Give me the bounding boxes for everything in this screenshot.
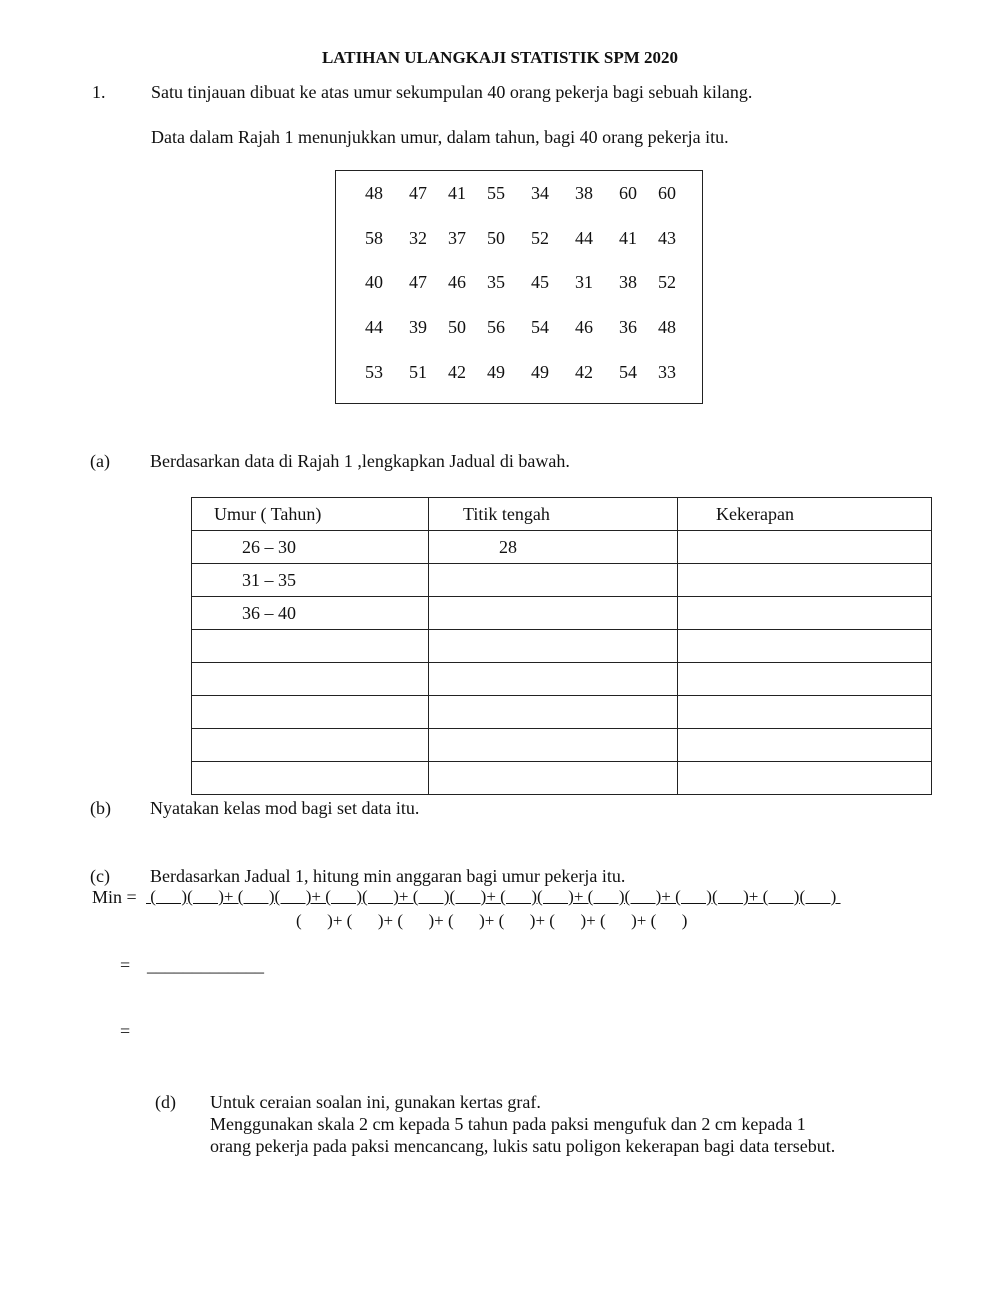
rajah-value: 46 <box>448 272 466 292</box>
rajah-value: 38 <box>575 183 593 203</box>
rajah-value: 48 <box>365 183 383 203</box>
table-blank-cell <box>678 630 932 663</box>
rajah-value: 60 <box>658 183 676 203</box>
part-d-text-line-2: Menggunakan skala 2 cm kepada 5 tahun pada paksi mengufuk dan 2 cm kepada 1 <box>210 1114 806 1134</box>
mean-numerator-blanks: ( )( )+ ( )( )+ ( )( )+ ( )( )+ ( )( )+ ( )( )+ ( )( )+ ( )( ) <box>146 887 841 906</box>
table-blank-cell <box>429 597 678 630</box>
table-cell: 28 <box>429 531 678 564</box>
mean-denominator-blanks: ( )+ ( )+ ( )+ ( )+ ( )+ ( )+ ( )+ ( ) <box>296 911 688 930</box>
table-row <box>192 597 932 630</box>
frequency-table <box>191 497 932 795</box>
rajah-value: 37 <box>448 228 466 248</box>
table-blank-cell <box>429 663 678 696</box>
table-blank-cell <box>192 729 429 762</box>
table-row <box>192 630 932 663</box>
part-c-text: Berdasarkan Jadual 1, hitung min anggaran bagi umur pekerja itu. <box>150 866 626 886</box>
table-cell: 36 – 40 <box>192 597 429 630</box>
rajah-value: 47 <box>409 272 427 292</box>
rajah-value: 49 <box>531 362 549 382</box>
table-cell: 26 – 30 <box>192 531 429 564</box>
equals-sign-1: = <box>120 955 131 975</box>
question-data-description: Data dalam Rajah 1 menunjukkan umur, dalam tahun, bagi 40 orang pekerja itu. <box>151 127 729 147</box>
equals-sign-2: = <box>120 1021 131 1041</box>
rajah-value: 35 <box>487 272 505 292</box>
table-blank-cell <box>678 531 932 564</box>
rajah-value: 45 <box>531 272 549 292</box>
table-header-row <box>192 498 932 531</box>
part-a-text: Berdasarkan data di Rajah 1 ,lengkapkan Jadual di bawah. <box>150 451 570 471</box>
rajah-value: 52 <box>658 272 676 292</box>
rajah-value: 60 <box>619 183 637 203</box>
table-row <box>192 762 932 795</box>
rajah-value: 40 <box>365 272 383 292</box>
rajah-value: 55 <box>487 183 505 203</box>
mean-label: Min = <box>92 887 137 907</box>
rajah-value: 49 <box>487 362 505 382</box>
table-row <box>192 696 932 729</box>
part-b-text: Nyatakan kelas mod bagi set data itu. <box>150 798 420 818</box>
rajah-row <box>336 317 702 341</box>
rajah-value: 54 <box>619 362 637 382</box>
table-blank-cell <box>678 564 932 597</box>
rajah-value: 58 <box>365 228 383 248</box>
rajah-value: 41 <box>448 183 466 203</box>
question-number: 1. <box>92 82 106 102</box>
table-cell: 31 – 35 <box>192 564 429 597</box>
part-b-label: (b) <box>90 798 111 818</box>
rajah-value: 51 <box>409 362 427 382</box>
table-blank-cell <box>192 630 429 663</box>
table-blank-cell <box>678 597 932 630</box>
table-blank-cell <box>429 696 678 729</box>
rajah-value: 41 <box>619 228 637 248</box>
rajah-value: 33 <box>658 362 676 382</box>
rajah-row <box>336 362 702 386</box>
table-header-cell: Kekerapan <box>678 498 932 531</box>
table-row <box>192 564 932 597</box>
table-blank-cell <box>192 696 429 729</box>
answer-blank-line: _____________ <box>147 955 264 975</box>
part-c-label: (c) <box>90 866 110 886</box>
table-row <box>192 531 932 564</box>
table-blank-cell <box>429 630 678 663</box>
table-blank-cell <box>678 729 932 762</box>
rajah-value: 44 <box>575 228 593 248</box>
rajah-value: 43 <box>658 228 676 248</box>
table-blank-cell <box>429 729 678 762</box>
table-row <box>192 663 932 696</box>
rajah-value: 31 <box>575 272 593 292</box>
rajah-value: 56 <box>487 317 505 337</box>
rajah-value: 53 <box>365 362 383 382</box>
rajah-row <box>336 228 702 252</box>
table-row <box>192 729 932 762</box>
rajah-value: 39 <box>409 317 427 337</box>
table-blank-cell <box>678 696 932 729</box>
rajah-value: 34 <box>531 183 549 203</box>
part-a-label: (a) <box>90 451 110 471</box>
rajah-1-data-box <box>335 170 703 404</box>
rajah-value: 54 <box>531 317 549 337</box>
question-text: Satu tinjauan dibuat ke atas umur sekumpulan 40 orang pekerja bagi sebuah kilang. <box>151 82 753 102</box>
rajah-value: 48 <box>658 317 676 337</box>
rajah-value: 44 <box>365 317 383 337</box>
rajah-value: 32 <box>409 228 427 248</box>
table-blank-cell <box>678 663 932 696</box>
part-d-label: (d) <box>155 1092 176 1112</box>
rajah-value: 46 <box>575 317 593 337</box>
rajah-value: 50 <box>448 317 466 337</box>
rajah-row <box>336 183 702 207</box>
table-blank-cell <box>192 663 429 696</box>
part-d-text-line-1: Untuk ceraian soalan ini, gunakan kertas graf. <box>210 1092 541 1112</box>
rajah-value: 52 <box>531 228 549 248</box>
rajah-value: 38 <box>619 272 637 292</box>
rajah-value: 50 <box>487 228 505 248</box>
rajah-value: 42 <box>448 362 466 382</box>
rajah-value: 36 <box>619 317 637 337</box>
table-blank-cell <box>192 762 429 795</box>
rajah-value: 42 <box>575 362 593 382</box>
table-header-cell: Titik tengah <box>429 498 678 531</box>
page-title: LATIHAN ULANGKAJI STATISTIK SPM 2020 <box>321 48 679 67</box>
rajah-value: 47 <box>409 183 427 203</box>
table-blank-cell <box>678 762 932 795</box>
table-header-cell: Umur ( Tahun) <box>192 498 429 531</box>
table-blank-cell <box>429 564 678 597</box>
rajah-row <box>336 272 702 296</box>
part-d-text-line-3: orang pekerja pada paksi mencancang, lukis satu poligon kekerapan bagi data tersebut. <box>210 1136 836 1156</box>
table-blank-cell <box>429 762 678 795</box>
